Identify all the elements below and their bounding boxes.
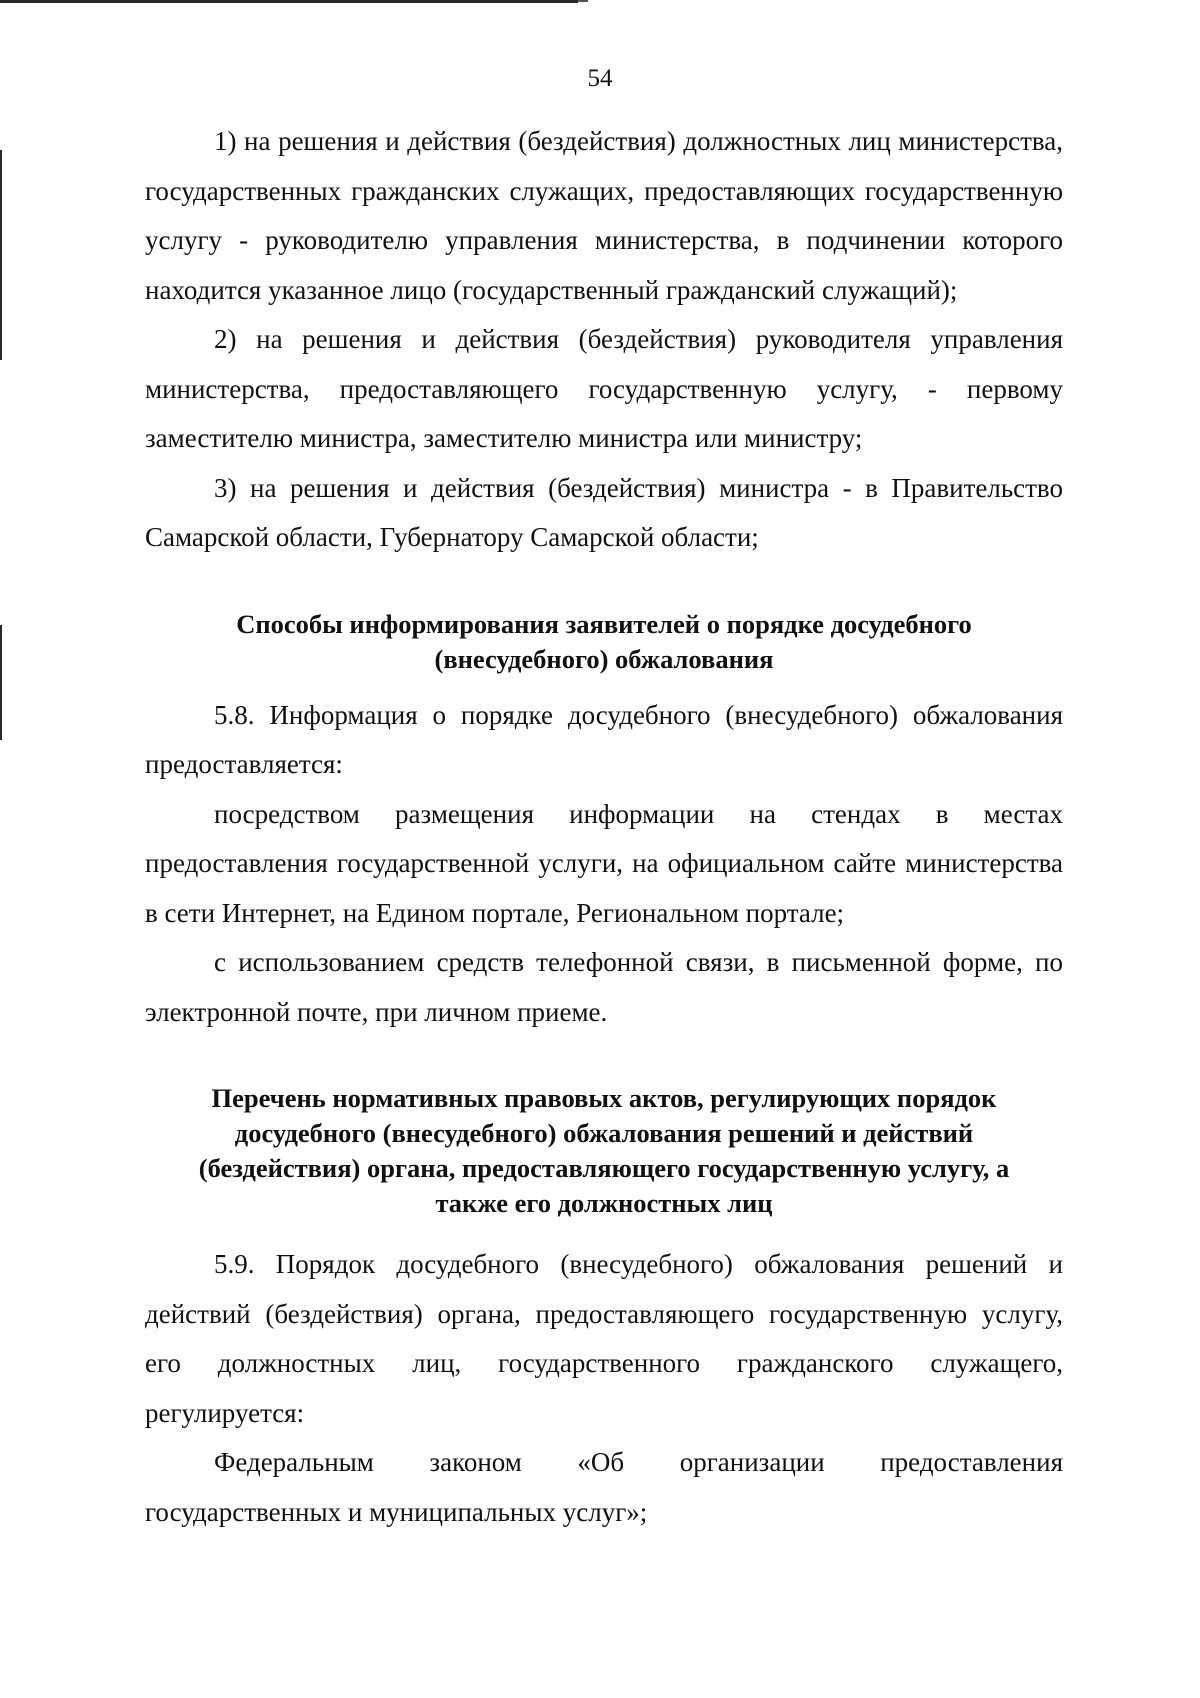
- scan-top-edge-tail: [578, 0, 588, 2]
- heading-line: (бездействия) органа, предоставляющего государственную услугу, а: [198, 1153, 1010, 1183]
- scan-top-edge: [0, 0, 578, 3]
- heading-line: Способы информирования заявителей о порядке досудебного: [236, 608, 972, 639]
- heading-line: досудебного (внесудебного) обжалования решений и действий: [234, 1118, 974, 1148]
- paragraph-stands: посредством размещения информации на стендах в местах предоставления государственной услуги, на официальном сайте министерства в сети Интернет, на Едином портале, Региональном портале;: [145, 798, 1063, 928]
- paragraph-item-2: 2) на решения и действия (бездействия) руководителя управления министерства, предоставляющего государственную услугу, - первому заместителю министра, заместителю министра или министру;: [145, 324, 1063, 453]
- section-heading-acts: [125, 1081, 1083, 1221]
- heading-line: также его должностных лиц: [435, 1188, 773, 1218]
- page-number: 54: [587, 65, 613, 92]
- scan-left-edge: [0, 150, 2, 360]
- heading-line: (внесудебного) обжалования: [434, 643, 774, 674]
- paragraph-federal-law: Федеральным законом «Об организации предоставления государственных и муниципальных услуг»;: [145, 1447, 1063, 1527]
- heading-line: Перечень нормативных правовых актов, регулирующих порядок: [211, 1083, 997, 1113]
- paragraph-5-9: 5.9. Порядок досудебного (внесудебного) обжалования решений и действий (бездействия) органа, предоставляющего государственную услугу, его должностных лиц, государственного гражданского служащего, регулируется:: [145, 1249, 1063, 1428]
- scan-left-edge: [0, 625, 2, 740]
- paragraph-item-1: 1) на решения и действия (бездействия) должностных лиц министерства, государственных гражданских служащих, предоставляющих государственную услугу - руководителю управления министерства, в подчинении которого находится указанное лицо (государственный гражданский служащий);: [145, 126, 1063, 305]
- document-body: [145, 117, 1063, 1537]
- paragraph-5-8: 5.8. Информация о порядке досудебного (внесудебного) обжалования предоставляется:: [145, 699, 1063, 779]
- section-heading-informing: [145, 607, 1063, 677]
- paragraph-item-3: 3) на решения и действия (бездействия) министра - в Правительство Самарской области, Губернатору Самарской области;: [145, 472, 1063, 552]
- paragraph-phone: с использованием средств телефонной связи, в письменной форме, по электронной почте, при личном приеме.: [145, 947, 1063, 1027]
